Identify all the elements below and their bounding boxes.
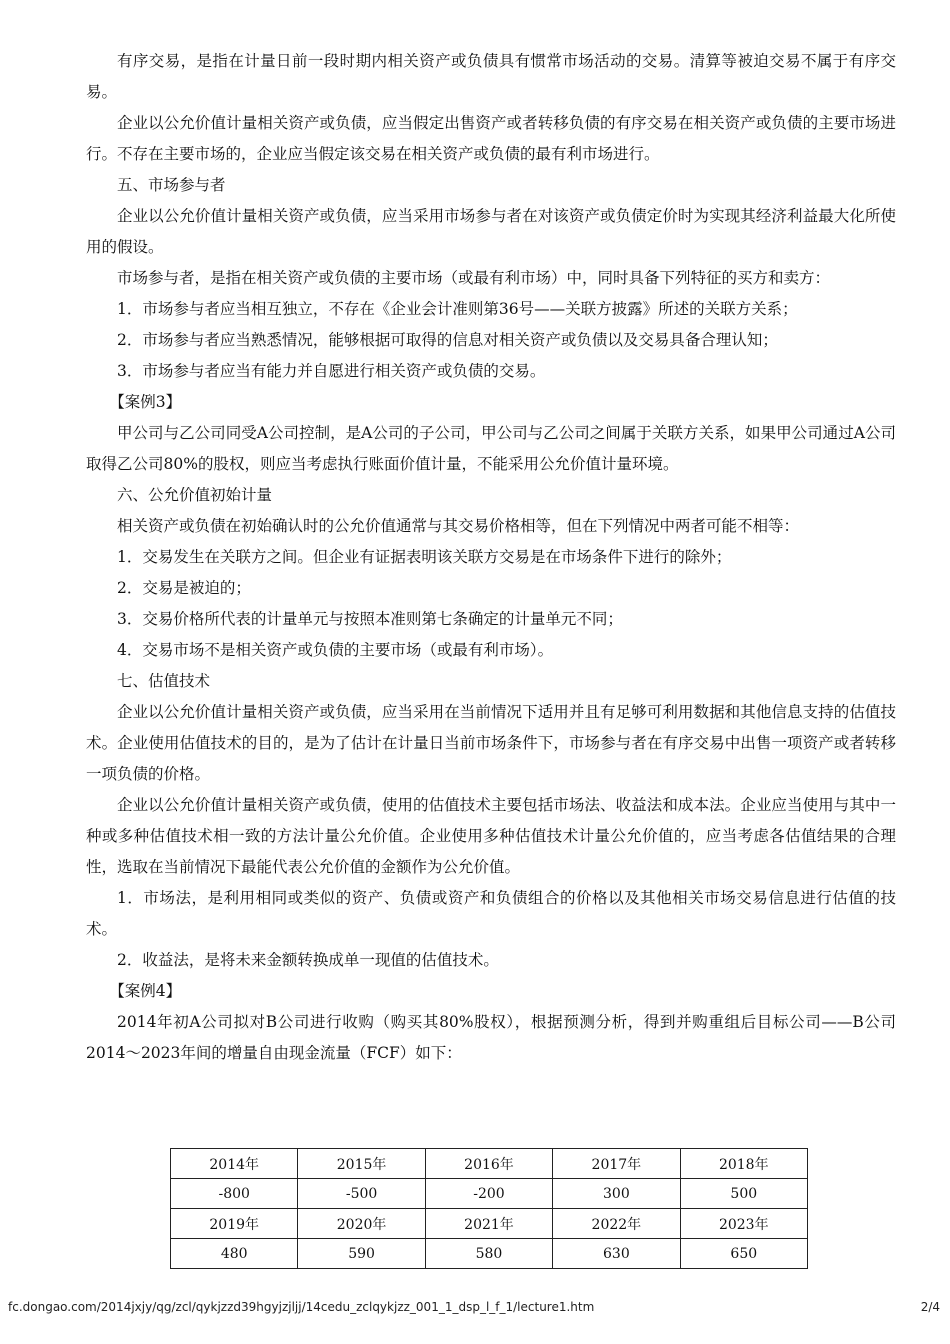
paragraph-principal-market: 企业以公允价值计量相关资产或负债，应当假定出售资产或者转移负债的有序交易在相关资产或负债的主要市场进行。不存在主要市场的，企业应当假定该交易在相关资产或负债的最有利市场进行。: [86, 114, 896, 163]
case-4-text: 2014年初A公司拟对B公司进行收购（购买其80%股权），根据预测分析，得到并购重组后目标公司——B公司2014～2023年间的增量自由现金流量（FCF）如下：: [86, 1013, 896, 1062]
table-cell: 590: [298, 1239, 425, 1269]
table-cell: 2015年: [298, 1149, 425, 1179]
list-item-related-party: 1．交易发生在关联方之间。但企业有证据表明该关联方交易是在市场条件下进行的除外；: [117, 548, 732, 566]
table-cell: -800: [171, 1179, 298, 1209]
paragraph-participant-definition: 市场参与者，是指在相关资产或负债的主要市场（或最有利市场）中，同时具备下列特征的买方和卖方：: [117, 269, 831, 287]
table-row: [171, 1209, 808, 1239]
table-cell: 630: [553, 1239, 680, 1269]
case-heading-4: 【案例4】: [109, 982, 182, 1000]
list-item-forced: 2．交易是被迫的；: [117, 579, 251, 597]
table-row: [171, 1239, 808, 1269]
list-item-market: 4．交易市场不是相关资产或负债的主要市场（或最有利市场）。: [117, 641, 554, 659]
table-cell: 2018年: [680, 1149, 807, 1179]
table-cell: 2022年: [553, 1209, 680, 1239]
table-cell: 2014年: [171, 1149, 298, 1179]
table-cell: 580: [425, 1239, 552, 1269]
paragraph-valuation-approaches: 企业以公允价值计量相关资产或负债，使用的估值技术主要包括市场法、收益法和成本法。企业应当使用与其中一种或多种估值技术相一致的方法计量公允价值。企业使用多种估值技术计量公允价值的，应当考虑各估值结果的合理性，选取在当前情况下最能代表公允价值的金额作为公允价值。: [86, 796, 896, 876]
section-heading-valuation-techniques: 七、估值技术: [117, 672, 211, 690]
table-cell: -500: [298, 1179, 425, 1209]
table-cell: 2017年: [553, 1149, 680, 1179]
table-row: [171, 1149, 808, 1179]
paragraph-orderly-transaction: 有序交易，是指在计量日前一段时期内相关资产或负债具有惯常市场活动的交易。清算等被迫交易不属于有序交易。: [86, 52, 896, 101]
table-cell: 650: [680, 1239, 807, 1269]
table-row: [171, 1179, 808, 1209]
footer-url: fc.dongao.com/2014jxjy/qg/zcl/qykjzzd39hgyjzjljj/14cedu_zclqykjzz_001_1_dsp_l_f_1/lecture1.htm: [8, 1300, 595, 1314]
list-item-willing: 3．市场参与者应当有能力并自愿进行相关资产或负债的交易。: [117, 362, 546, 380]
table-cell: 2020年: [298, 1209, 425, 1239]
section-heading-initial-measurement: 六、公允价值初始计量: [117, 486, 273, 504]
paragraph-valuation-purpose: 企业以公允价值计量相关资产或负债，应当采用在当前情况下适用并且有足够可利用数据和其他信息支持的估值技术。企业使用估值技术的目的，是为了估计在计量日当前市场条件下，市场参与者在有序交易中出售一项资产或者转移一项负债的价格。: [86, 703, 896, 783]
document-body: [86, 46, 896, 1069]
list-item-income-approach: 2．收益法，是将未来金额转换成单一现值的估值技术。: [117, 951, 499, 969]
section-heading-market-participants: 五、市场参与者: [117, 176, 226, 194]
fcf-table: [170, 1148, 808, 1269]
list-item-market-approach: 1．市场法，是利用相同或类似的资产、负债或资产和负债组合的价格以及其他相关市场交易信息进行估值的技术。: [86, 889, 896, 938]
list-item-unit-of-account: 3．交易价格所代表的计量单元与按照本准则第七条确定的计量单元不同；: [117, 610, 623, 628]
table-cell: 300: [553, 1179, 680, 1209]
table-cell: 2016年: [425, 1149, 552, 1179]
page-number: 2/4: [920, 1300, 940, 1314]
table-cell: -200: [425, 1179, 552, 1209]
table-cell: 2023年: [680, 1209, 807, 1239]
table-cell: 500: [680, 1179, 807, 1209]
table-cell: 2021年: [425, 1209, 552, 1239]
paragraph-participant-assumptions: 企业以公允价值计量相关资产或负债，应当采用市场参与者在对该资产或负债定价时为实现其经济利益最大化所使用的假设。: [86, 207, 896, 256]
page-footer: [8, 1300, 940, 1314]
case-3-text: 甲公司与乙公司同受A公司控制，是A公司的子公司，甲公司与乙公司之间属于关联方关系，如果甲公司通过A公司取得乙公司80%的股权，则应当考虑执行账面价值计量，不能采用公允价值计量环境。: [86, 424, 896, 473]
paragraph-initial-measurement: 相关资产或负债在初始确认时的公允价值通常与其交易价格相等，但在下列情况中两者可能不相等：: [117, 517, 800, 535]
case-heading-3: 【案例3】: [109, 393, 182, 411]
table-cell: 2019年: [171, 1209, 298, 1239]
list-item-independent: 1．市场参与者应当相互独立，不存在《企业会计准则第36号——关联方披露》所述的关联方关系；: [117, 300, 798, 318]
list-item-knowledgeable: 2．市场参与者应当熟悉情况，能够根据可取得的信息对相关资产或负债以及交易具备合理认知；: [117, 331, 778, 349]
table-cell: 480: [171, 1239, 298, 1269]
